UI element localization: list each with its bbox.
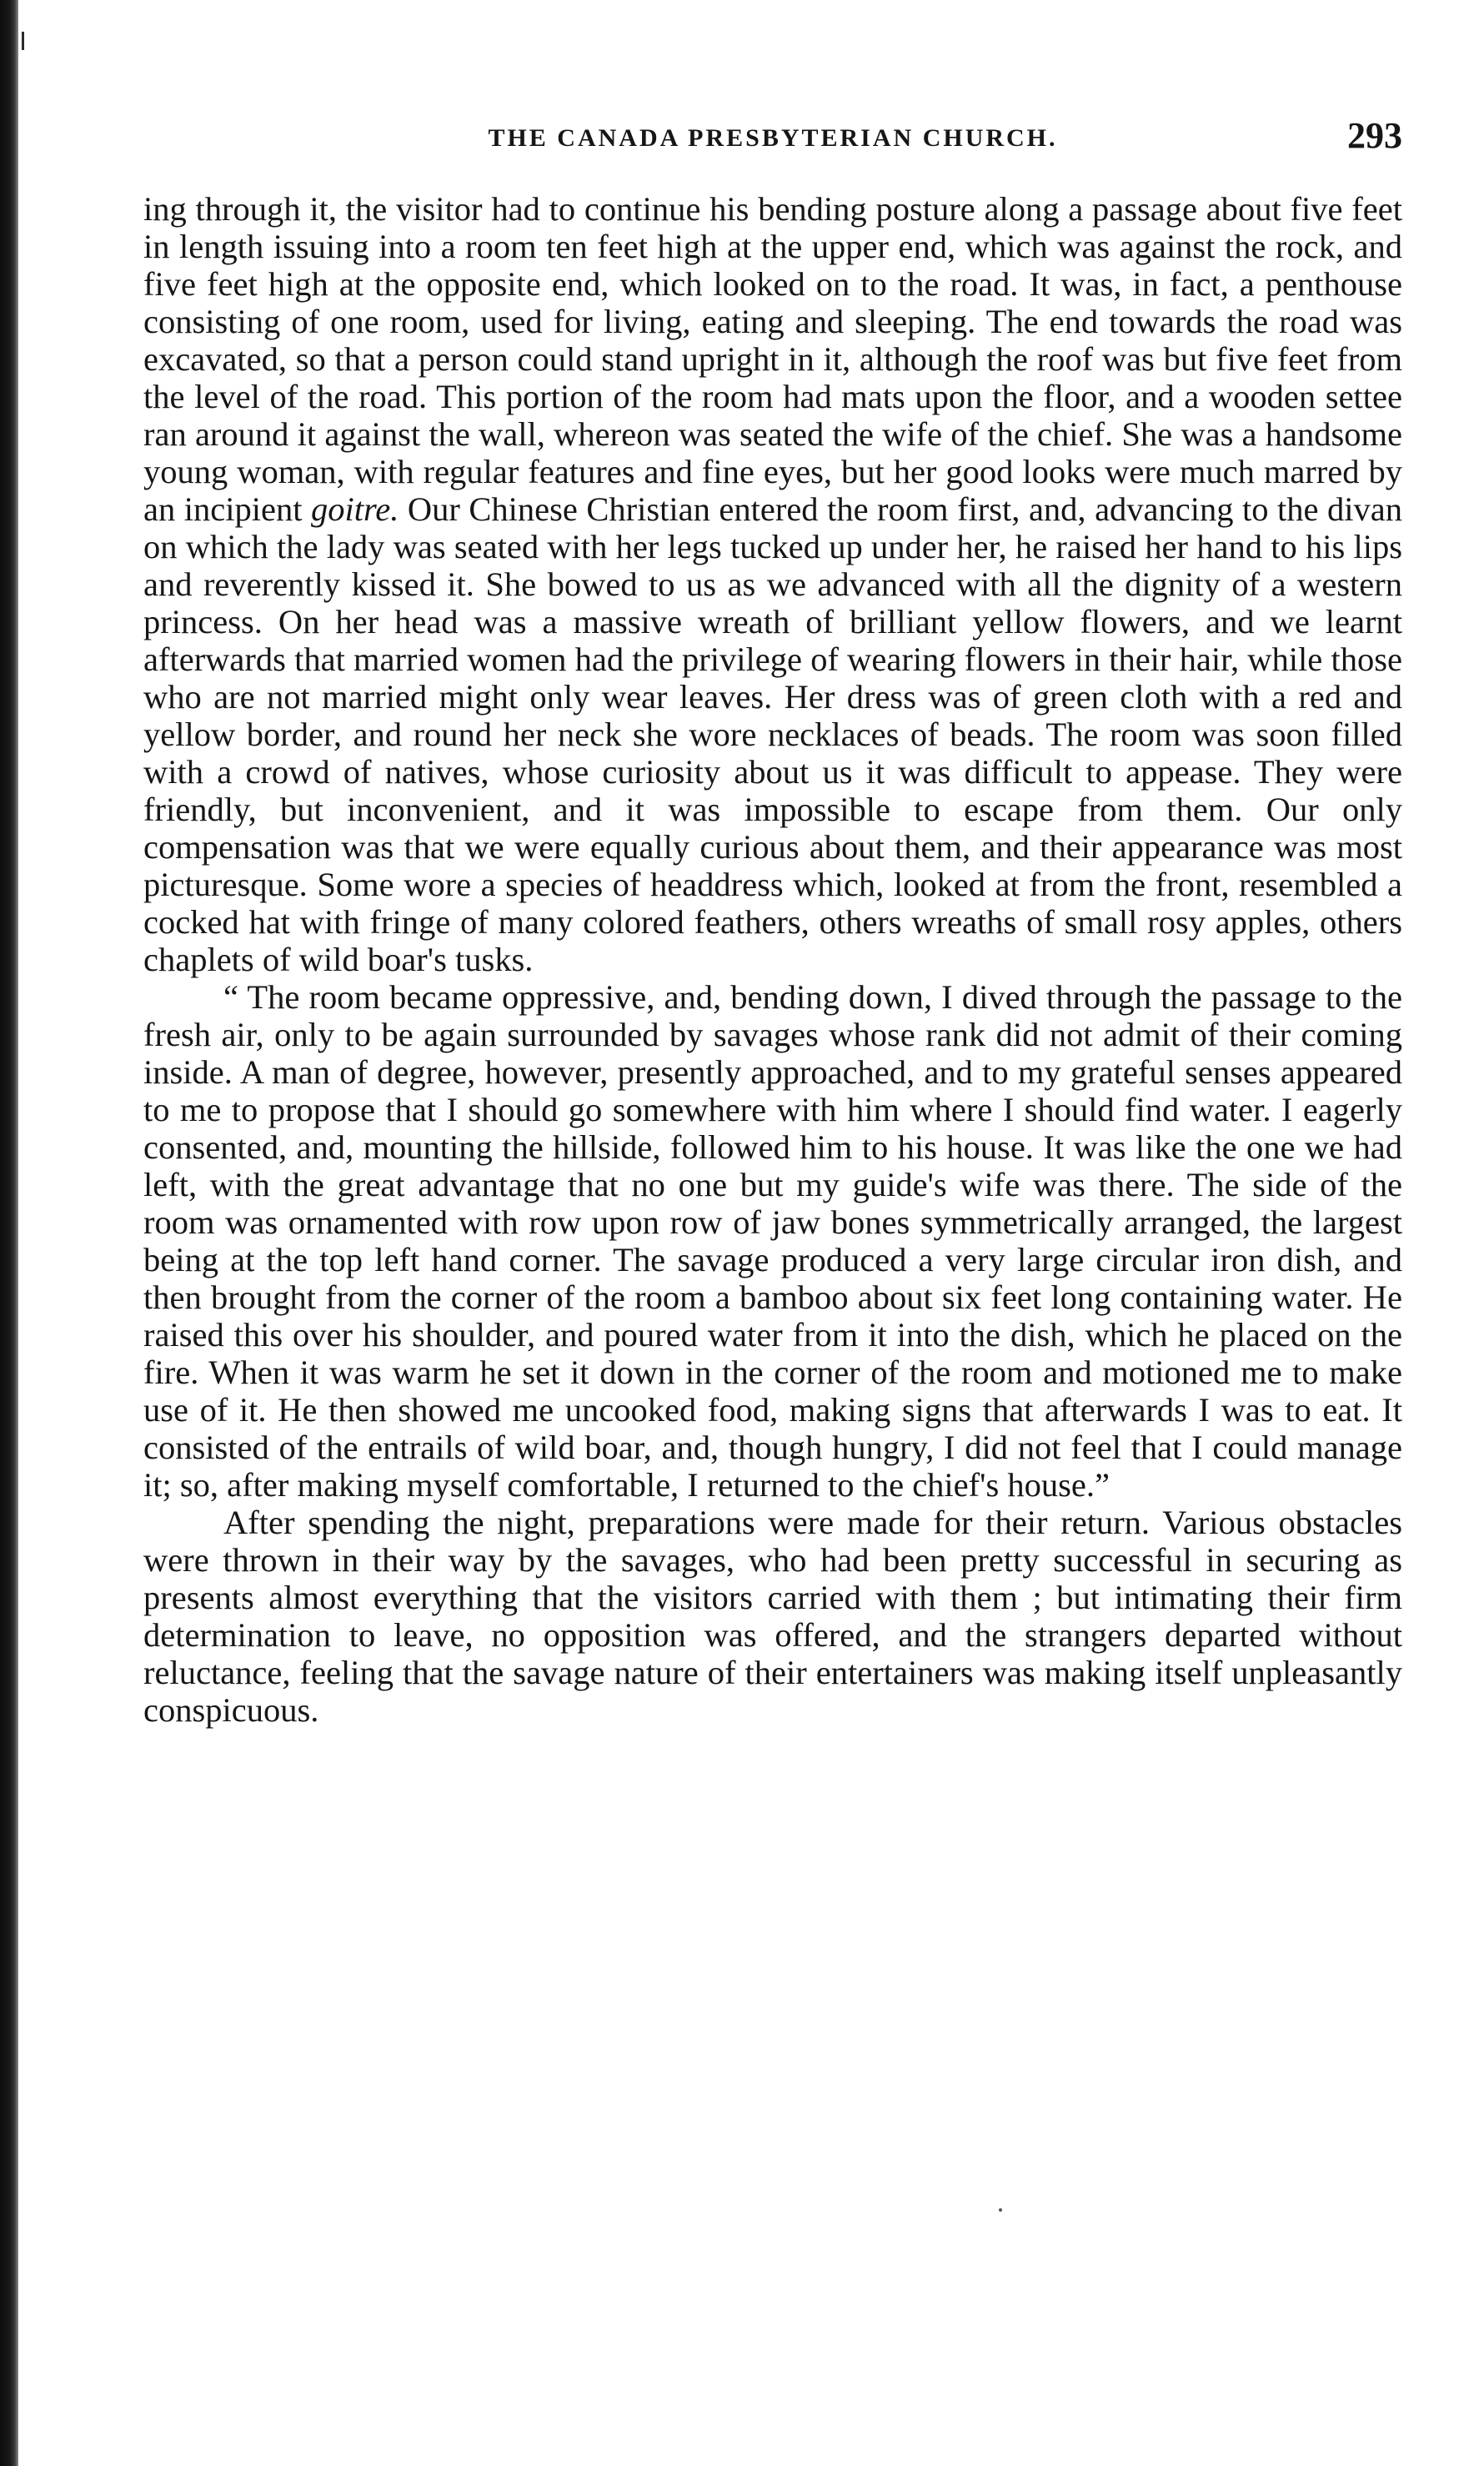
paragraph-text: Our Chinese Christian entered the room first, and, advancing to the divan on which the lady was seated with her legs tucked up under her, he raised her hand to his lips and reverently kissed it. She bowed to us as we advanced with all the dignity of a western princess. On her head was a massive wreath of brilliant yellow flowers, and we learnt afterwards that married women had the privilege of wearing flowers in their hair, while those who are not married might only wear leaves. Her dress was of green cloth with a red and yellow border, and round her neck she wore necklaces of beads. The room was soon filled with a crowd of natives, whose curiosity about us it was difficult to appease. They were friendly, but inconvenient, and it was impossible to escape from them. Our only compensation was that we were equally curious about them, and their appearance was most picturesque. Some wore a species of headdress which, looked at from the front, resembled a cocked hat with fringe of many colored feathers, others wreaths of small rosy apples, others chaplets of wild boar's tusks. <box>143 490 1403 978</box>
ink-speck <box>999 2208 1002 2212</box>
page-header <box>143 113 1402 159</box>
page-number: 293 <box>1347 115 1402 156</box>
paragraph-closing: After spending the night, preparations were made for their return. Various obstacles were thrown in their way by the savages, who had been pretty successful in securing as presents almost everything that the visitors carried with them ; but intimating their firm determination to leave, no opposition was offered, and the strangers departed without reluctance, feeling that the savage nature of their entertainers was making itself unpleasantly conspicuous. <box>143 1504 1402 1729</box>
article-body <box>143 190 1402 1729</box>
running-title: THE CANADA PRESBYTERIAN CHURCH. <box>488 124 1058 152</box>
italic-term: goitre. <box>310 490 399 528</box>
paragraph-continued <box>143 190 1402 978</box>
paragraph-quotation: “ The room became oppressive, and, bending down, I dived through the passage to the fresh air, only to be again surrounded by savages whose rank did not admit of their coming inside. A man of degree, however, presently approached, and to my grateful senses appeared to me to propose that I should go somewhere with him where I should find water. I eagerly consented, and, mounting the hillside, followed him to his house. It was like the one we had left, with the great advantage that no one but my guide's wife was there. The side of the room was ornamented with row upon row of jaw bones symmetrically arranged, the largest being at the top left hand corner. The savage produced a very large circular iron dish, and then brought from the corner of the room a bamboo about six feet long containing water. He raised this over his shoulder, and poured water from it into the dish, which he placed on the fire. When it was warm he set it down in the corner of the room and motioned me to make use of it. He then showed me uncooked food, making signs that afterwards I was to eat. It consisted of the entrails of wild boar, and, though hungry, I did not feel that I could manage it; so, after making myself comfortable, I returned to the chief's house.” <box>143 978 1402 1504</box>
paragraph-text: ing through it, the visitor had to continue his bending posture along a passage about five feet in length issuing into a room ten feet high at the upper end, which was against the rock, and five feet high at the opposite end, which looked on to the road. It was, in fact, a penthouse consisting of one room, used for living, eating and sleeping. The end towards the road was excavated, so that a person could stand upright in it, although the roof was but five feet from the level of the road. This portion of the room had mats upon the floor, and a wooden settee ran around it against the wall, whereon was seated the wife of the chief. She was a handsome young woman, with regular features and fine eyes, but her good looks were much marred by an incipient <box>143 190 1402 528</box>
binding-tick-mark <box>22 32 24 50</box>
page-binding-edge <box>0 0 18 2466</box>
